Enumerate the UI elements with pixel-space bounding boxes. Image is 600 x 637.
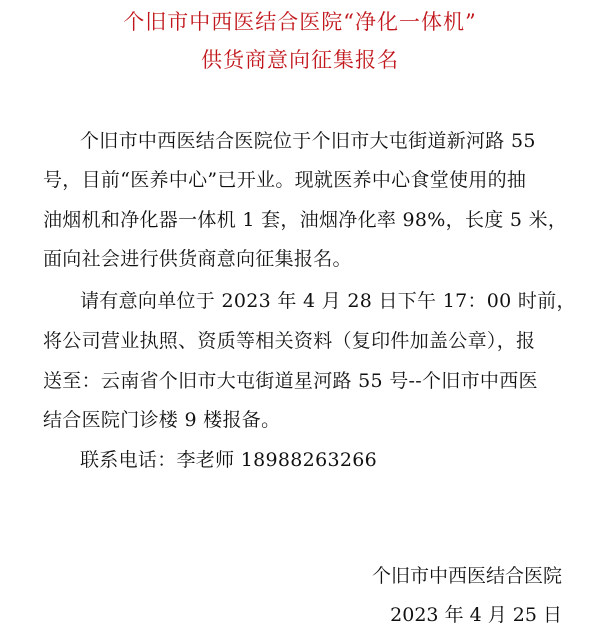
paragraph2-line1: 请有意向单位于 2023 年 4 月 28 日下午 17：00 时前， bbox=[80, 290, 576, 312]
paragraph2-line3: 送至：云南省个旧市大屯街道星河路 55 号--个旧市中西医 bbox=[43, 370, 538, 392]
paragraph1-line2: 号，目前“医养中心”已开业。现就医养中心食堂使用的抽 bbox=[43, 169, 527, 191]
paragraph1-line1: 个旧市中西医结合医院位于个旧市大屯街道新河路 55 bbox=[80, 130, 536, 152]
document-title-line2: 供货商意向征集报名 bbox=[201, 48, 399, 72]
contact-line: 联系电话：李老师 18988263266 bbox=[80, 449, 378, 471]
paragraph1-line4: 面向社会进行供货商意向征集报名。 bbox=[43, 248, 352, 270]
signature-date: 2023 年 4 月 25 日 bbox=[390, 604, 562, 626]
signature-organization: 个旧市中西医结合医院 bbox=[371, 565, 562, 587]
document-title-line1: 个旧市中西医结合医院“净化一体机” bbox=[123, 10, 477, 34]
paragraph2-line2: 将公司营业执照、资质等相关资料（复印件加盖公章），报 bbox=[43, 330, 536, 352]
paragraph2-line4: 结合医院门诊楼 9 楼报备。 bbox=[43, 409, 281, 431]
paragraph1-line3: 油烟机和净化器一体机 1 套，油烟净化率 98%，长度 5 米， bbox=[43, 209, 568, 231]
